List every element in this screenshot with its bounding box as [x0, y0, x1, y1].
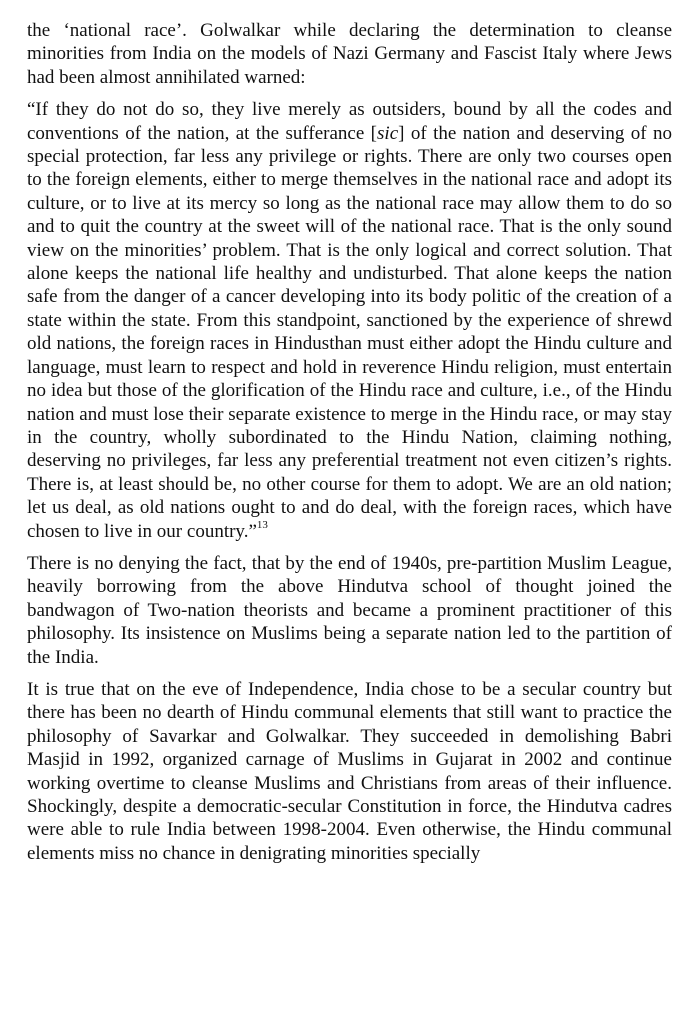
paragraph-muslim-league: There is no denying the fact, that by the end of 1940s, pre-partition Muslim League, heavily borrowing from the above Hindutva school of thought joined the bandwagon of Two-nation theorists and became a prominent practitioner of this philosophy. Its insistence on Muslims being a separate nation led to the partition of the India. [27, 552, 672, 668]
paragraph-independence: It is true that on the eve of Independence, India chose to be a secular country but there has been no dearth of Hindu communal elements that still want to practice the philosophy of Savarkar and Golwalkar. They succeeded in demolishing Babri Masjid in 1992, organized carnage of Muslims in Gujarat in 2002 and continue working overtime to cleanse Muslims and Christians from areas of their influence. Shockingly, despite a democratic-secular Constitution in force, the Hindutva cadres were able to rule India between 1998-2004. Even otherwise, the Hindu communal elements miss no chance in denigrating minorities specially [27, 678, 672, 864]
sic-annotation: sic [377, 122, 399, 144]
quotation-text-start: “If they do not do so, they live merely as outsiders, bound by all the codes and conventions of the nation, at the sufferance [ [27, 99, 672, 144]
quotation-paragraph [27, 98, 672, 543]
document-page [27, 19, 672, 865]
paragraph-intro: the ‘national race’. Golwalkar while declaring the determination to cleanse minorities from India on the models of Nazi Germany and Fascist Italy where Jews had been almost annihilated warned: [27, 20, 672, 88]
quotation-text-end: ] of the nation and deserving of no special protection, far less any privilege or rights. There are only two courses open to the foreign elements, either to merge themselves in the national race and adopt its culture, or to live at its mercy so long as the national race may allow them to do so and to quit the country at the sweet will of the national race. That is the only sound view on the minorities’ problem. That is the only logical and correct solution. That alone keeps the national life healthy and undisturbed. That alone keeps the nation safe from the danger of a cancer developing into its body politic of the creation of a state within the state. From this standpoint, sanctioned by the experience of shrewd old nations, the foreign races in Hindusthan must either adopt the Hindu culture and language, must learn to respect and hold in reverence Hindu religion, must entertain no idea but those of the glorification of the Hindu race and culture, i.e., of the Hindu nation and must lose their separate existence to merge in the Hindu race, or may stay in the country, wholly subordinated to the Hindu Nation, claiming nothing, deserving no privileges, far less any preferential treatment not even citizen’s rights. There is, at least should be, no other course for them to adopt. We are an old nation; let us deal, as old nations ought to and do deal, with the foreign races, which have chosen to live in our country.” [27, 122, 672, 542]
footnote-marker: 13 [256, 519, 268, 532]
